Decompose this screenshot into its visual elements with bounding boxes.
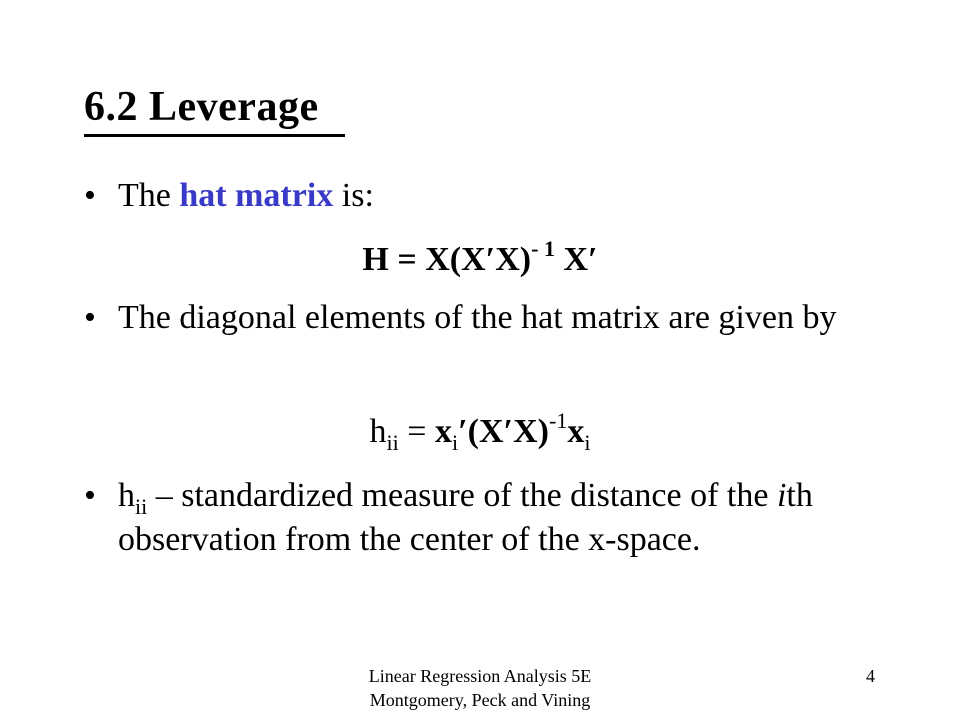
page-number: 4 <box>866 666 875 686</box>
hii-h: h <box>118 477 135 514</box>
bullet-content <box>118 174 884 218</box>
bullet-dot: • <box>84 299 96 336</box>
footer-line1: Linear Regression Analysis 5E <box>368 666 592 686</box>
hii-italic-i: i <box>776 477 787 514</box>
hii-text-a: – standardized measure of the distance of the <box>147 477 777 514</box>
eq2-h-sub: ii <box>386 430 399 455</box>
footer <box>280 664 680 712</box>
eq2-x: x <box>567 413 585 450</box>
leverage-equation <box>0 410 960 454</box>
bullet-diagonal-elements <box>84 296 884 340</box>
eq2-equals: = <box>398 413 435 450</box>
bullet-content <box>118 474 884 562</box>
hii-sub: ii <box>135 494 148 519</box>
bullet-hii-definition <box>84 474 884 562</box>
eq1-mid: X) <box>495 241 532 278</box>
eq1-lhs: H = X(X <box>362 241 486 278</box>
eq2-x: x <box>434 413 452 450</box>
eq2-x-sub: i <box>584 430 591 455</box>
eq2-paren: ( <box>467 413 479 450</box>
eq2-prime: ′ <box>503 413 514 450</box>
eq1-prime: ′ <box>485 241 496 278</box>
eq1-tail: X <box>554 241 589 278</box>
eq1-exponent: - 1 <box>531 236 555 261</box>
bullet-dot: • <box>84 177 96 214</box>
eq2-exponent: -1 <box>549 408 568 433</box>
bullet-text-suffix: is: <box>333 177 374 214</box>
eq2-x-sub: i <box>451 430 459 455</box>
bullet-dot: • <box>84 477 96 514</box>
slide-title: 6.2 Leverage <box>84 84 345 137</box>
eq2-X: X <box>513 413 538 450</box>
footer-line2: Montgomery, Peck and Vining <box>369 690 591 710</box>
bullet-text-prefix: The <box>118 177 180 214</box>
bullet-content: The diagonal elements of the hat matrix are given by <box>118 299 837 336</box>
eq2-prime: ′ <box>458 413 468 450</box>
hat-matrix-equation <box>0 238 960 282</box>
eq1-prime: ′ <box>588 241 598 278</box>
bullet-hat-matrix <box>84 174 884 218</box>
eq2-X: X <box>478 413 504 450</box>
hat-matrix-term: hat matrix <box>179 177 334 214</box>
eq2-paren: ) <box>537 413 549 450</box>
hii-text-b: th observation from the center of the x-space. <box>118 477 813 558</box>
eq2-h: h <box>369 413 387 450</box>
